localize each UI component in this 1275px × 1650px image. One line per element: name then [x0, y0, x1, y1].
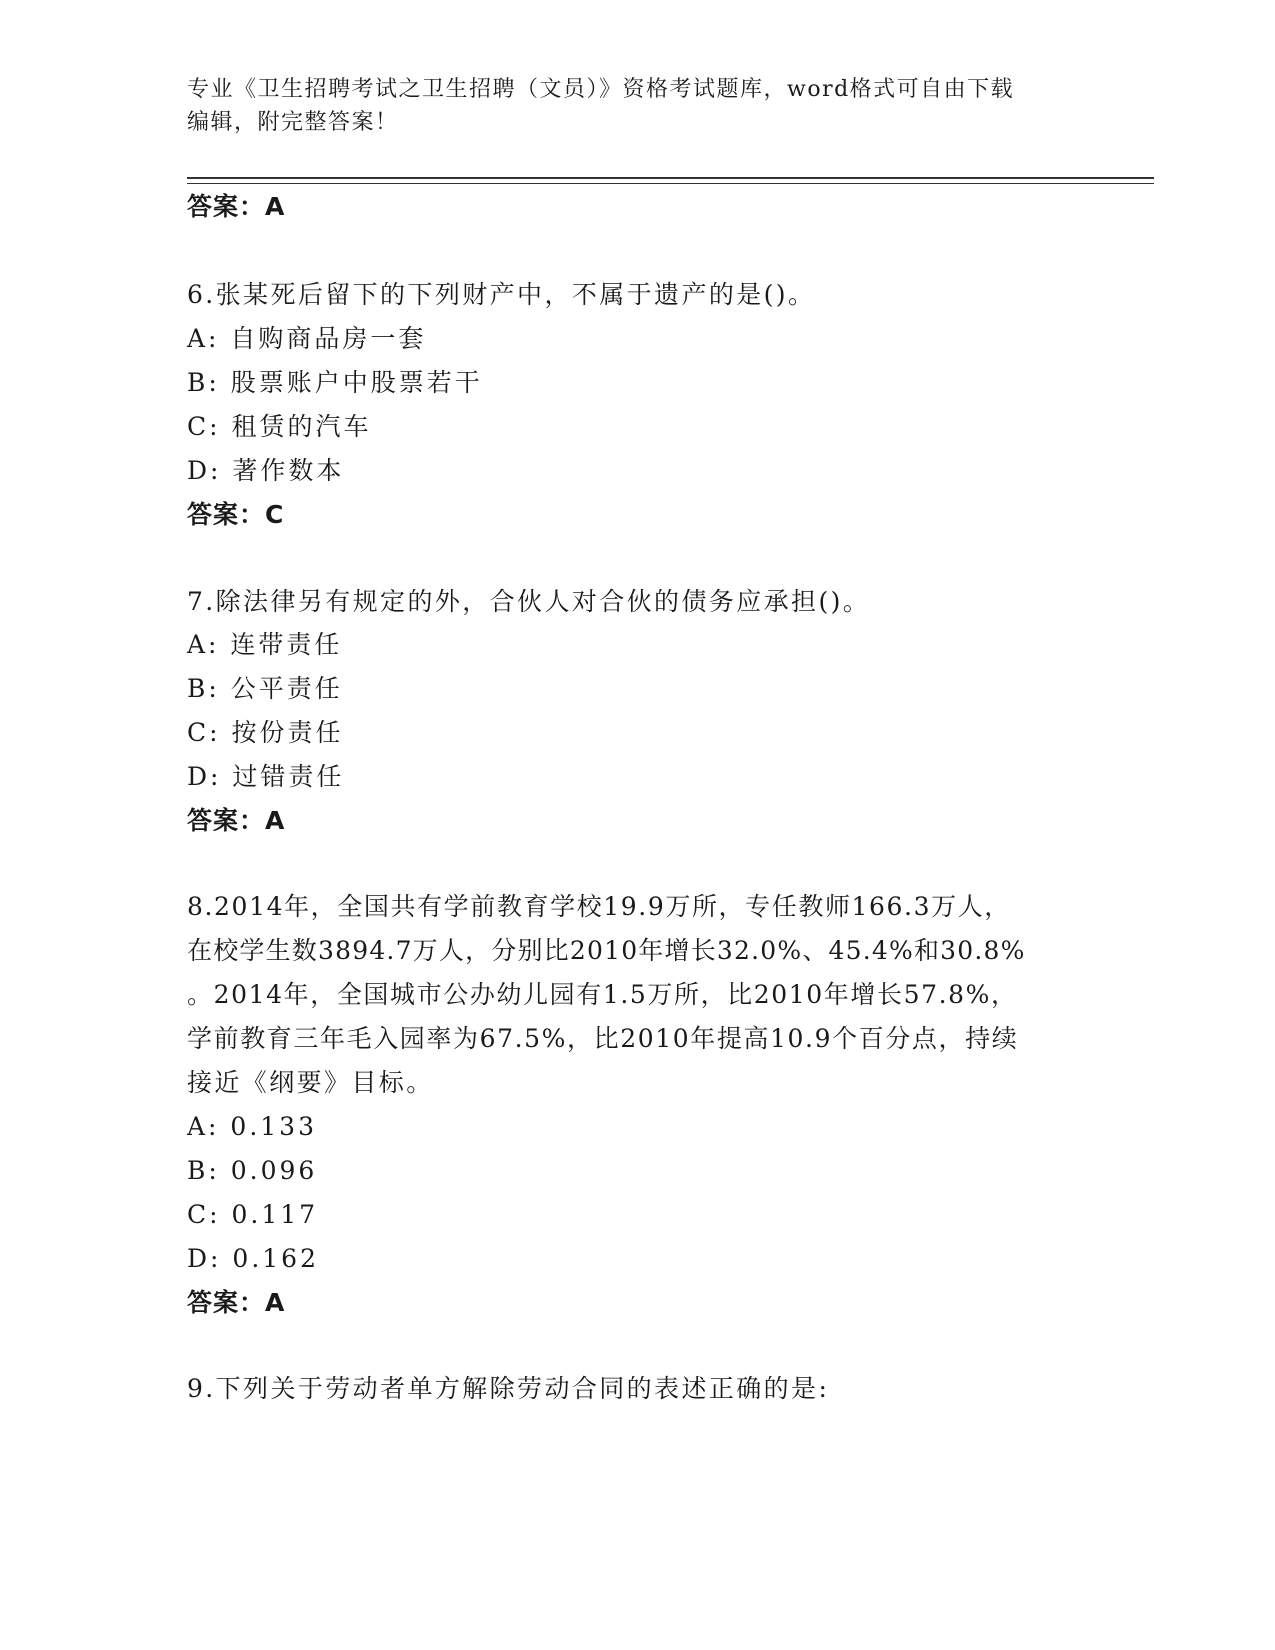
question-8-stem-line-1: 8.2014年，全国共有学前教育学校19.9万所，专任教师166.3万人， [187, 892, 1011, 921]
question-6-option-c: C: 租赁的汽车 [187, 412, 372, 441]
question-6-option-d: D: 著作数本 [187, 456, 345, 485]
question-9-stem: 9.下列关于劳动者单方解除劳动合同的表述正确的是: [187, 1374, 830, 1403]
header-divider-thick [187, 177, 1154, 179]
question-7-option-a: A: 连带责任 [187, 630, 343, 659]
question-8-stem-line-5: 接近《纲要》目标。 [187, 1068, 434, 1097]
previous-answer: 答案：A [187, 192, 286, 221]
question-7-option-d: D: 过错责任 [187, 762, 345, 791]
question-7-option-c: C: 按份责任 [187, 718, 344, 747]
question-7-option-b: B: 公平责任 [187, 674, 343, 703]
question-8-option-c: C: 0.117 [187, 1200, 319, 1229]
question-6-option-a: A: 自购商品房一套 [187, 324, 427, 353]
question-8-answer: 答案：A [187, 1288, 286, 1317]
question-8-stem-line-3: 。2014年，全国城市公办幼儿园有1.5万所，比2010年增长57.8%， [187, 980, 1018, 1009]
question-7-stem: 7.除法律另有规定的外，合伙人对合伙的债务应承担()。 [187, 587, 871, 616]
question-8-option-d: D: 0.162 [187, 1244, 319, 1273]
header-line-1: 专业《卫生招聘考试之卫生招聘（文员）》资格考试题库，word格式可自由下载 [187, 77, 1015, 102]
document-header [187, 73, 1087, 139]
question-6-answer: 答案：C [187, 500, 285, 529]
question-8-option-b: B: 0.096 [187, 1156, 318, 1185]
question-6-stem: 6.张某死后留下的下列财产中，不属于遗产的是()。 [187, 280, 816, 309]
question-6-option-b: B: 股票账户中股票若干 [187, 368, 483, 397]
question-8-stem-line-2: 在校学生数3894.7万人，分别比2010年增长32.0%、45.4%和30.8% [187, 936, 1026, 965]
question-8-option-a: A: 0.133 [187, 1112, 317, 1141]
header-divider-thin [187, 183, 1154, 184]
header-line-2: 编辑，附完整答案！ [187, 110, 399, 135]
question-7-answer: 答案：A [187, 806, 286, 835]
question-8-stem-line-4: 学前教育三年毛入园率为67.5%，比2010年提高10.9个百分点，持续 [187, 1024, 1019, 1053]
